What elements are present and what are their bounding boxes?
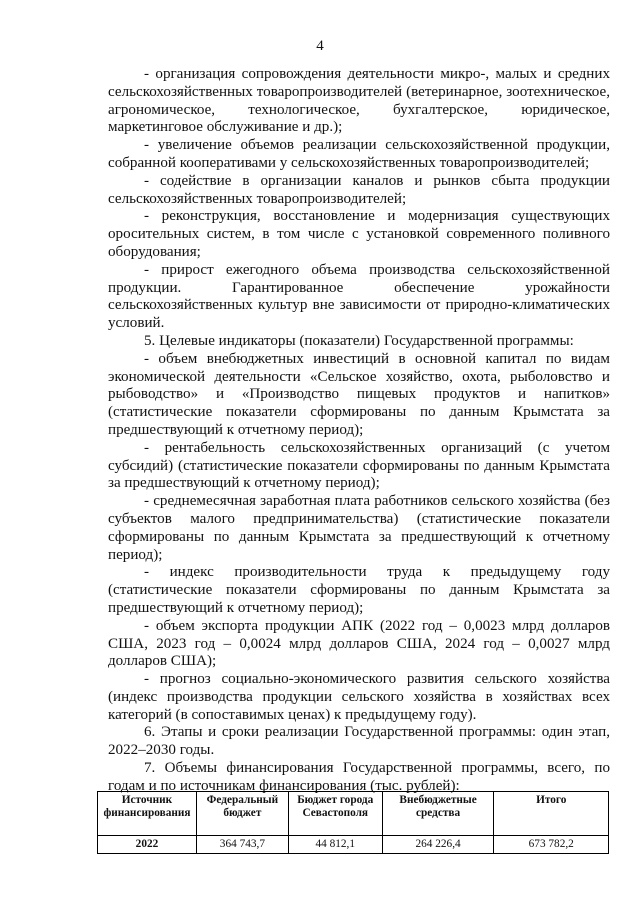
- cell-city-budget: 44 812,1: [288, 836, 382, 854]
- paragraph-irrigation: - реконструкция, восстановление и модернизация существующих оросительных систем, в том числе с установкой современного поливного оборудования;: [108, 208, 610, 260]
- document-body: [108, 66, 610, 796]
- paragraph-section-6: 6. Этапы и сроки реализации Государственной программы: один этап, 2022–2030 годы.: [108, 724, 610, 759]
- header-extrabudgetary: Внебюджетные средства: [382, 792, 494, 836]
- paragraph-section-7: 7. Объемы финансирования Государственной программы, всего, по годам и по источникам финансирования (тыс. рублей):: [108, 760, 610, 794]
- cell-total: 673 782,2: [494, 836, 609, 854]
- paragraph-salary: - среднемесячная заработная плата работников сельского хозяйства (без субъектов малого предпринимательства) (статистические показатели сформированы по данным Крымстата за предшествующий к отчетному период);: [108, 493, 610, 563]
- paragraph-section-5-heading: 5. Целевые индикаторы (показатели) Государственной программы:: [144, 332, 574, 349]
- header-city-budget: Бюджет города Севастополя: [288, 792, 382, 836]
- header-source: Источник финансирования: [98, 792, 197, 836]
- paragraph-services: - организация сопровождения деятельности микро-, малых и средних сельскохозяйственных товаропроизводителей (ветеринарное, зоотехническое, агрономическое, технологическое, бухгалтерское, юридическое, маркетинговое обслуживание и др.);: [108, 66, 610, 136]
- paragraph-export: - объем экспорта продукции АПК (2022 год – 0,0023 млрд долларов США, 2023 год – 0,0024 млрд долларов США, 2024 год – 0,0027 млрд долларов США);: [108, 617, 610, 670]
- cell-federal-budget: 364 743,7: [196, 836, 288, 854]
- table-row: [98, 836, 609, 854]
- cell-year: 2022: [98, 836, 197, 854]
- paragraph-forecast: - прогноз социально-экономического развития сельского хозяйства (индекс производства продукции сельского хозяйства в хозяйствах всех категорий (в сопоставимых ценах) к предыдущему году).: [108, 671, 610, 723]
- table-header-row: [98, 792, 609, 836]
- cell-extrabudgetary: 264 226,4: [382, 836, 494, 854]
- header-federal-budget: Федеральный бюджет: [196, 792, 288, 836]
- financing-table: [97, 791, 609, 854]
- paragraph-production-growth: - прирост ежегодного объема производства сельскохозяйственной продукции. Гарантированное обеспечение урожайности сельскохозяйственных культур вне зависимости от природно-климатических условий.: [108, 261, 610, 332]
- header-total: Итого: [494, 792, 609, 836]
- paragraph-productivity: - индекс производительности труда к предыдущему году (статистические показатели сформированы по данным Крымстата за предшествующий к отчетному период);: [108, 564, 610, 616]
- paragraph-profitability: - рентабельность сельскохозяйственных организаций (с учетом субсидий) (статистические показатели сформированы по данным Крымстата за предшествующий к отчетному период);: [108, 439, 610, 492]
- paragraph-investments: - объем внебюджетных инвестиций в основной капитал по видам экономической деятельности «Сельское хозяйство, охота, рыболовство и рыбоводство» и «Производство пищевых продуктов и напитков» (статистические показатели сформированы по данным Крымстата за предшествующий к отчетному период);: [108, 350, 610, 438]
- paragraph-sales-volume: - увеличение объемов реализации сельскохозяйственной продукции, собранной кооперативами у сельскохозяйственных товаропроизводителей;: [108, 137, 610, 171]
- paragraph-sales-channels: - содействие в организации каналов и рынков сбыта продукции сельскохозяйственных товаропроизводителей;: [108, 172, 610, 207]
- page-number: 4: [316, 38, 324, 54]
